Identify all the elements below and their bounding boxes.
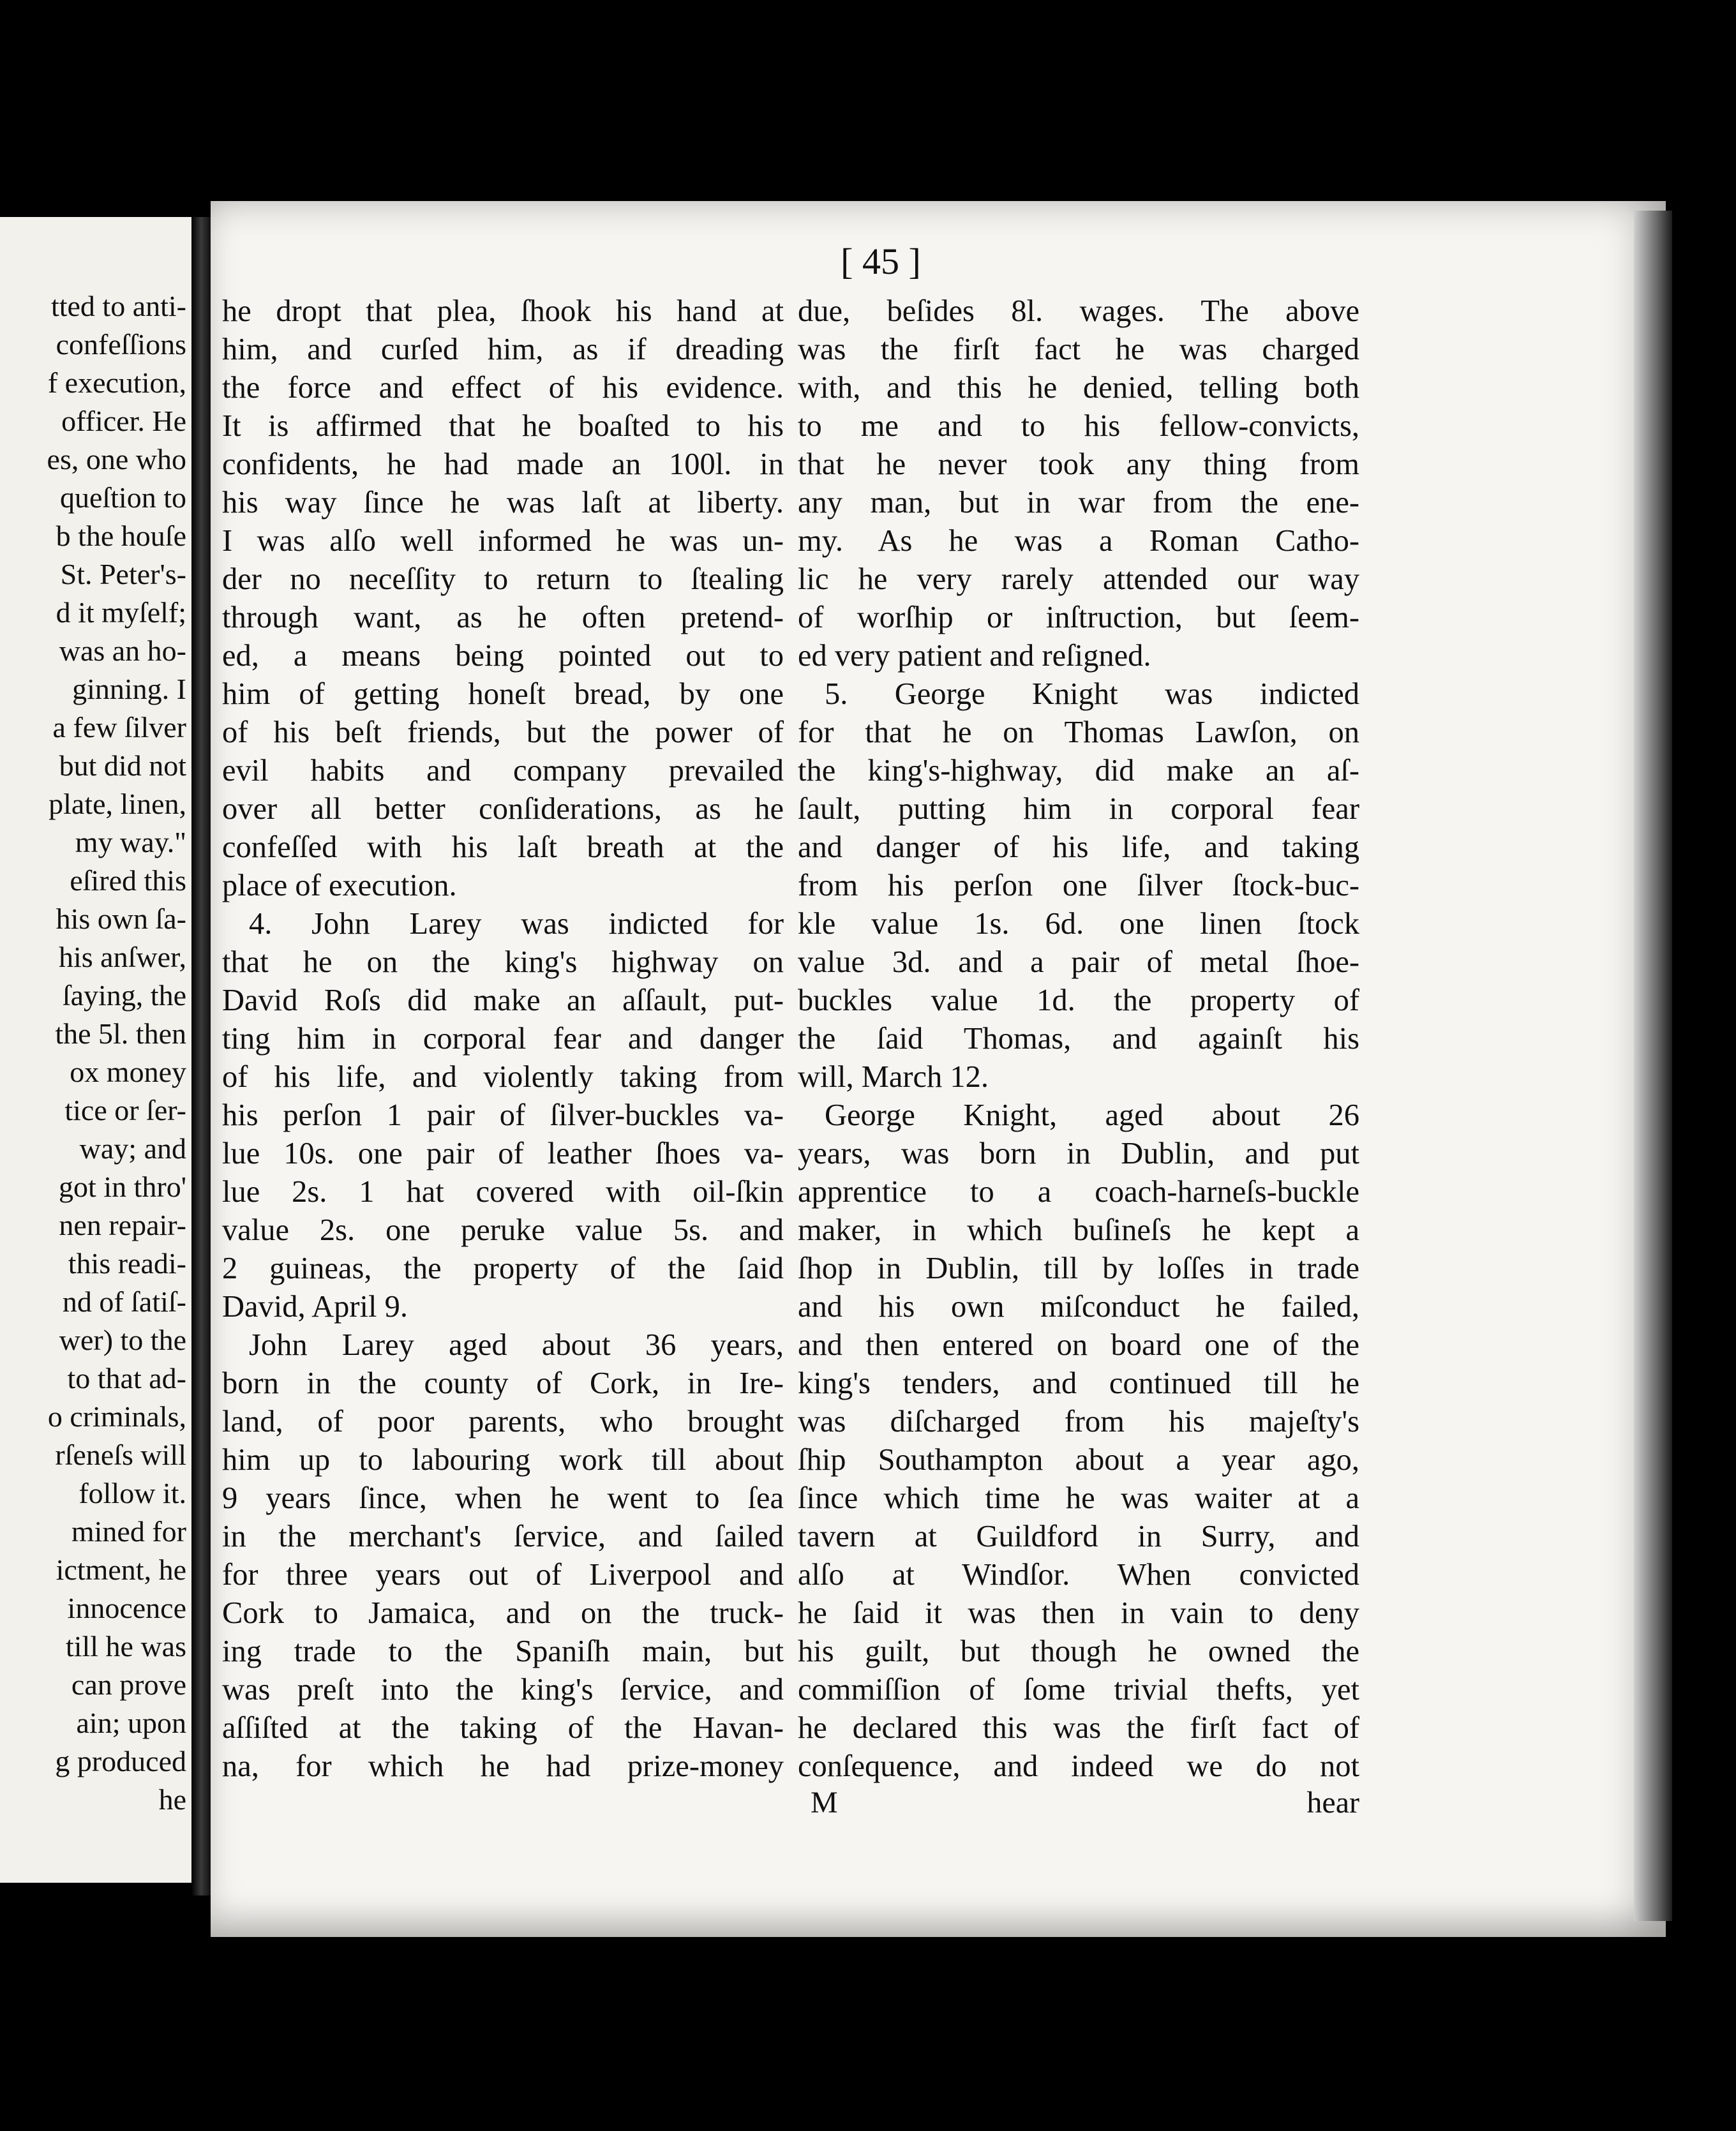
text-line: lue 2s. 1 hat covered with oil-ſkin (222, 1175, 784, 1209)
facing-line: rſeneſs will (55, 1439, 186, 1471)
text-line: John Larey aged about 36 years, (249, 1328, 784, 1362)
facing-line: ſaying, the (62, 979, 186, 1012)
text-line: value 3d. and a pair of metal ſhoe- (798, 945, 1359, 979)
text-line: him, and curſed him, as if dreading (222, 333, 784, 366)
text-line: buckles value 1d. the property of (798, 983, 1359, 1017)
text-line: 9 years ſince, when he went to ſea (222, 1481, 784, 1515)
facing-line: got in thro' (59, 1170, 186, 1203)
text-line: ſhip Southampton about a year ago, (798, 1443, 1359, 1477)
text-line: and his own miſconduct he failed, (798, 1290, 1359, 1324)
text-line: king's tenders, and continued till he (798, 1366, 1359, 1400)
text-line: confeſſed with his laſt breath at the (222, 830, 784, 864)
facing-line: b the houſe (56, 520, 186, 552)
text-line: commiſſion of ſome trivial thefts, yet (798, 1673, 1359, 1707)
facing-line: ictment, he (56, 1553, 186, 1586)
text-line: lue 10s. one pair of leather ſhoes va- (222, 1137, 784, 1170)
facing-line: d it myſelf; (56, 596, 186, 629)
text-line: aſſiſted at the taking of the Havan- (222, 1711, 784, 1745)
text-line: any man, but in war from the ene- (798, 486, 1359, 520)
text-line: through want, as he often pretend- (222, 601, 784, 634)
text-line: the king's-highway, did make an aſ- (798, 754, 1359, 788)
text-line: for that he on Thomas Lawſon, on (798, 715, 1359, 749)
text-line: of his beſt friends, but the power of (222, 715, 784, 749)
facing-line: eſired this (70, 864, 186, 897)
facing-line: ox money (70, 1056, 186, 1088)
text-line: he declared this was the firſt fact of (798, 1711, 1359, 1745)
facing-line: he (158, 1783, 186, 1816)
facing-line: ginning. I (72, 673, 186, 705)
facing-line: was an ho- (59, 634, 186, 667)
facing-line: es, one who (47, 443, 186, 475)
text-line: that he never took any thing from (798, 447, 1359, 481)
text-line: his perſon 1 pair of ſilver-buckles va- (222, 1098, 784, 1132)
signature-mark: M (811, 1786, 838, 1820)
text-line: was the firſt fact he was charged (798, 333, 1359, 366)
page-45 (211, 201, 1666, 1937)
text-line: David, April 9. (222, 1290, 408, 1324)
facing-line: my way." (75, 826, 186, 858)
text-line: alſo at Windſor. When convicted (798, 1558, 1359, 1592)
text-line: confidents, he had made an 100l. in (222, 447, 784, 481)
text-line: kle value 1s. 6d. one linen ſtock (798, 907, 1359, 941)
text-column-right (798, 292, 1359, 1786)
text-line: land, of poor parents, who brought (222, 1405, 784, 1439)
facing-line: ain; upon (76, 1707, 186, 1739)
text-line: of his life, and violently taking from (222, 1060, 784, 1094)
text-line: was diſcharged from his majeſty's (798, 1405, 1359, 1439)
facing-page-fragment (0, 217, 198, 1883)
text-line: with, and this he denied, telling both (798, 371, 1359, 405)
catchword: hear (1306, 1786, 1359, 1820)
text-line: ting him in corporal fear and danger (222, 1022, 784, 1056)
text-line: conſequence, and indeed we do not (798, 1749, 1359, 1783)
text-line: apprentice to a coach-harneſs-buckle (798, 1175, 1359, 1209)
facing-line: St. Peter's- (60, 558, 186, 590)
text-line: maker, in which buſineſs he kept a (798, 1213, 1359, 1247)
facing-line: nd of ſatiſ- (62, 1285, 186, 1318)
facing-line: way; and (79, 1132, 186, 1165)
text-line: George Knight, aged about 26 (825, 1098, 1359, 1132)
facing-line: tted to anti- (50, 290, 186, 322)
facing-line: plate, linen, (49, 788, 186, 820)
facing-line: o criminals, (47, 1400, 186, 1433)
facing-line: officer. He (61, 405, 186, 437)
facing-line: his own ſa- (56, 902, 186, 935)
page-edge-shadow (1634, 211, 1672, 1921)
facing-line: wer) to the (59, 1324, 186, 1356)
facing-line: confeſſions (56, 328, 186, 361)
text-line: that he on the king's highway on (222, 945, 784, 979)
text-line: him up to labouring work till about (222, 1443, 784, 1477)
facing-line: innocence (67, 1592, 186, 1624)
text-line: It is affirmed that he boaſted to his (222, 409, 784, 443)
text-line: ſault, putting him in corporal fear (798, 792, 1359, 826)
facing-line: the 5l. then (55, 1017, 186, 1050)
text-line: him of getting honeſt bread, by one (222, 677, 784, 711)
text-line: I was alſo well informed he was un- (222, 524, 784, 558)
facing-line: tice or ſer- (64, 1094, 186, 1126)
text-line: value 2s. one peruke value 5s. and (222, 1213, 784, 1247)
text-line: 2 guineas, the property of the ſaid (222, 1252, 784, 1285)
text-line: ed, a means being pointed out to (222, 639, 784, 673)
text-line: in the merchant's ſervice, and ſailed (222, 1520, 784, 1553)
text-line: der no neceſſity to return to ſtealing (222, 562, 784, 596)
text-line: evil habits and company prevailed (222, 754, 784, 788)
text-line: he dropt that plea, ſhook his hand at (222, 294, 784, 328)
text-line: born in the county of Cork, in Ire- (222, 1366, 784, 1400)
text-line: 4. John Larey was indicted for (249, 907, 784, 941)
page-number: [ 45 ] (841, 241, 921, 282)
text-line: David Roſs did make an aſſault, put- (222, 983, 784, 1017)
text-line: ing trade to the Spaniſh main, but (222, 1634, 784, 1668)
facing-line: nen repair- (59, 1209, 186, 1241)
text-line: over all better conſiderations, as he (222, 792, 784, 826)
facing-line: follow it. (79, 1477, 186, 1509)
text-line: na, for which he had prize-money (222, 1749, 784, 1783)
facing-line: a few ſilver (52, 711, 186, 744)
text-line: ſince which time he was waiter at a (798, 1481, 1359, 1515)
facing-line: but did not (59, 749, 186, 782)
text-line: place of execution. (222, 869, 457, 902)
facing-line: queſtion to (59, 481, 186, 514)
text-line: of worſhip or inſtruction, but ſeem- (798, 601, 1359, 634)
text-line: tavern at Guildford in Surry, and (798, 1520, 1359, 1553)
text-line: ſhop in Dublin, till by loſſes in trade (798, 1252, 1359, 1285)
text-line: due, beſides 8l. wages. The above (798, 294, 1359, 328)
text-line: from his perſon one ſilver ſtock-buc- (798, 869, 1359, 902)
text-line: for three years out of Liverpool and (222, 1558, 784, 1592)
book-gutter (191, 217, 211, 1895)
text-line: my. As he was a Roman Catho- (798, 524, 1359, 558)
facing-line: g produced (55, 1745, 186, 1777)
facing-line: can prove (71, 1668, 186, 1701)
text-line: Cork to Jamaica, and on the truck- (222, 1596, 784, 1630)
text-line: 5. George Knight was indicted (825, 677, 1359, 711)
facing-line: mined for (71, 1515, 186, 1548)
text-line: his guilt, but though he owned the (798, 1634, 1359, 1668)
facing-line: till he was (65, 1630, 186, 1663)
facing-line: to that ad- (67, 1362, 186, 1394)
facing-page-text (0, 287, 191, 1819)
text-column-left (222, 292, 784, 1786)
text-line: years, was born in Dublin, and put (798, 1137, 1359, 1170)
text-line: and danger of his life, and taking (798, 830, 1359, 864)
text-line: was preſt into the king's ſervice, and (222, 1673, 784, 1707)
text-line: his way ſince he was laſt at liberty. (222, 486, 784, 520)
text-line: he ſaid it was then in vain to deny (798, 1596, 1359, 1630)
text-line: lic he very rarely attended our way (798, 562, 1359, 596)
text-line: the force and effect of his evidence. (222, 371, 784, 405)
text-line: to me and to his fellow-convicts, (798, 409, 1359, 443)
text-line: will, March 12. (798, 1060, 989, 1094)
facing-line: his anſwer, (59, 941, 186, 973)
text-line: ed very patient and reſigned. (798, 639, 1151, 673)
facing-line: f execution, (47, 366, 186, 399)
facing-line: this readi- (68, 1247, 186, 1280)
text-line: and then entered on board one of the (798, 1328, 1359, 1362)
text-line: the ſaid Thomas, and againſt his (798, 1022, 1359, 1056)
